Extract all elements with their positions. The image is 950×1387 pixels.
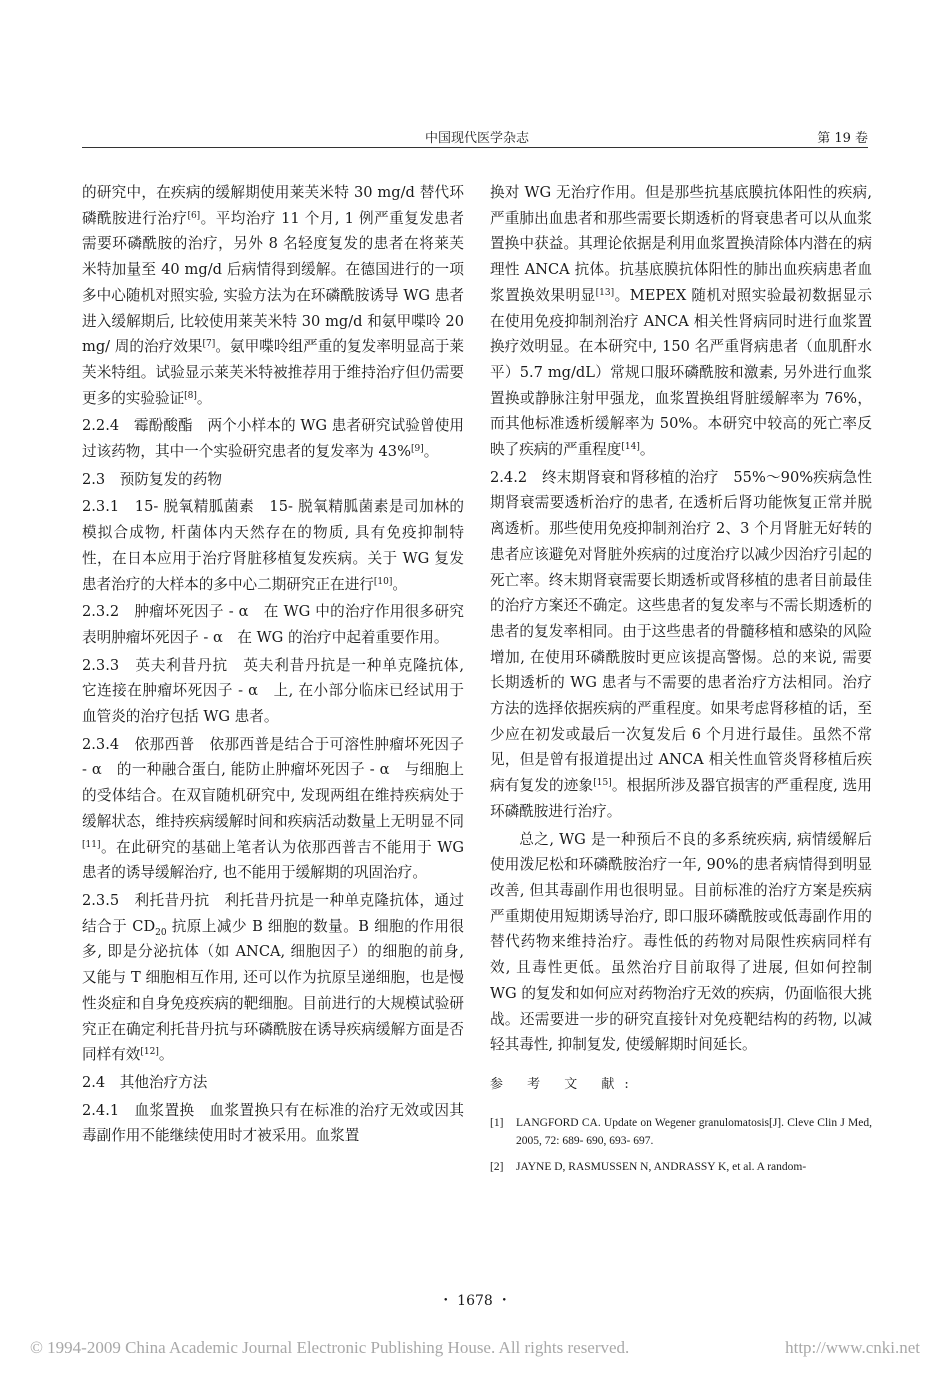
reference-text: LANGFORD CA. Update on Wegener granulomatosis[J]. Cleve Clin J Med, 2005, 72: 689- 690, 693- 697. (516, 1116, 872, 1147)
paragraph (82, 599, 464, 650)
paragraph-text: 。 (158, 1046, 174, 1064)
paragraph-text: 2.3.3 英夫利昔丹抗 英夫利昔丹抗是一种单克隆抗体, 它连接在肿瘤坏死因子 - α 上, 在小部分临床已经试用于血管炎的治疗包括 WG 患者。 (82, 656, 464, 726)
citation-marker: [11] (82, 839, 101, 850)
paragraph-text: 。 (639, 441, 655, 459)
citation-marker: [12] (140, 1047, 159, 1058)
paragraph-text: 2.3.5 利托昔丹抗 利托昔丹抗是一种单克隆抗体，通过结合于 CD (82, 891, 464, 935)
volume-label: 第 19 卷 (817, 131, 868, 146)
left-column (82, 180, 464, 1149)
citation-marker: [10] (373, 576, 393, 587)
paragraph (82, 1070, 464, 1096)
subscript: 20 (155, 927, 167, 938)
paragraph (82, 413, 464, 464)
paragraph-text: 。根据所涉及器官损害的严重程度, 选用环磷酰胺进行治疗。 (490, 777, 872, 820)
paragraph-text: 2.3 预防复发的药物 (82, 470, 222, 488)
paragraph-text: 2.4.1 血浆置换 血浆置换只有在标准的治疗无效或因其毒副作用不能继续使用时才被采用。血浆置 (82, 1101, 464, 1145)
citation-marker: [13] (595, 287, 615, 298)
paragraph-text: 。 (392, 575, 407, 593)
references-list (490, 1114, 872, 1176)
reference-item (490, 1114, 872, 1150)
paragraph-text: 2.3.2 肿瘤坏死因子 - α 在 WG 中的治疗作用很多研究表明肿瘤坏死因子 - α 在 WG 的治疗中起着重要作用。 (82, 603, 464, 646)
paragraph-text: 总之, WG 是一种预后不良的多系统疾病, 病情缓解后使用泼尼松和环磷酰胺治疗一年, 90%的患者病情得到明显改善, 但其毒副作用也很明显。目前标准的治疗方案是疾病严重期使用短期诱导治疗, 即口服环磷酰胺或低毒副作用的替代药物来维持治疗。毒性低的药物对局限性疾病同样有效, 且毒性更低。虽然治疗目前取得了进展, 但如何控制 WG 的复发和如何应对药物治疗无效的疾病，仍面临很大挑战。还需要进一步的研究直接针对免疫靶结构的药物, 以减轻其毒性, 抑制复发, 使缓解期时间延长。 (490, 830, 872, 1054)
paragraph (82, 732, 464, 886)
paragraph (490, 180, 872, 463)
citation-marker: [9] (410, 444, 424, 455)
running-header (82, 125, 868, 148)
reference-text: JAYNE D, RASMUSSEN N, ANDRASSY K, et al. A random- (516, 1160, 807, 1173)
citation-marker: [8] (184, 390, 197, 401)
paragraph-text: 。 (196, 389, 212, 407)
right-column (490, 180, 872, 1184)
paragraph-text: 换对 WG 无治疗作用。但是那些抗基底膜抗体阳性的疾病, 严重肺出血患者和那些需要长期透析的肾衰患者可以从血浆置换中获益。其理论依据是利用血浆置换清除体内潜在的病理性 ANCA 抗体。抗基底膜抗体阳性的肺出血疾病患者血浆置换效果明显 (490, 184, 872, 304)
paragraph-text: 2.4.2 终末期肾衰和肾移植的治疗 55%～90%疾病急性期肾衰需要透析治疗的患者, 在透析后肾功能恢复正常并脱离透析。那些使用免疫抑制剂治疗 2、3 个月肾脏无好转的患者应该避免对肾脏外疾病的过度治疗以减少因治疗引起的死亡率。终末期肾衰需要长期透析或肾移植的患者目前最佳的治疗方案还不确定。这些患者的复发率与不需长期透析的患者的复发率相同。由于这些患者的骨髓移植和感染的风险增加, 在使用环磷酰胺时更应该提高警惕。总的来说, 需要长期透析的 WG 患者与不需要的患者治疗方法相同。治疗方法的选择依据疾病的严重程度。如果考虑肾移植的话，至少应在初发或最后一次复发后 6 个月进行最佳。虽然不常见，但是曾有报道提出过 ANCA 相关性血管炎肾移植后疾病有复发的迹象 (490, 468, 872, 795)
paragraph (82, 1098, 464, 1149)
reference-item (490, 1158, 872, 1176)
paragraph (82, 467, 464, 493)
reference-number: [2] (490, 1160, 504, 1173)
references-title: 参 考 文 献: (490, 1076, 639, 1092)
paragraph (490, 465, 872, 825)
paragraph-text: 。MEPEX 随机对照实验最初数据显示在使用免疫抑制剂治疗 ANCA 相关性肾病同时进行血浆置换疗效明显。在本研究中, 150 名严重肾病患者（血肌酐水平）5.7 mg/dL）常规口服环磷酰胺和激素, 另外进行血浆置换或静脉注射甲强龙，血浆置换组肾脏缓解率为 76%，而其他标准透析缓解率为 50%。本研究中较高的死亡率反映了疾病的严重程度 (490, 286, 872, 459)
citation-marker: [14] (621, 442, 640, 453)
paragraph-text: 。在此研究的基础上笔者认为依那西普吉不能用于 WG 患者的诱导缓解治疗, 也不能用于缓解期的巩固治疗。 (82, 838, 464, 882)
paragraph-text: 2.3.1 15- 脱氧精胍菌素 15- 脱氧精胍菌素是司加林的模拟合成物, 杆菌体内天然存在的物质, 具有免疫抑制特性，在日本应用于治疗肾脏移植复发疾病。关于 WG 复发患者治疗的大样本的多中心二期研究正在进行 (82, 498, 464, 593)
paragraph-text: 抗原上减少 B 细胞的数量。B 细胞的作用很多, 即是分泌抗体（如 ANCA, 细胞因子）的细胞的前身, 又能与 T 细胞相互作用, 还可以作为抗原呈递细胞，也是慢性炎症和自身免疫疾病的靶细胞。目前进行的大规模试验研究正在确定利托昔丹抗与环磷酰胺在诱导疾病缓解方面是否同样有效 (82, 917, 464, 1064)
paragraph-text: 2.2.4 霉酚酸酯 两个小样本的 WG 患者研究试验曾使用过该药物，其中一个实验研究患者的复发率为 43% (82, 417, 464, 461)
publisher-link[interactable]: http://www.cnki.net (785, 1338, 920, 1357)
reference-number: [1] (490, 1116, 504, 1129)
paragraph-text: 2.3.4 依那西普 依那西普是结合于可溶性肿瘤坏死因子 - α 的一种融合蛋白, 能防止肿瘤坏死因子 - α 与细胞上的受体结合。在双盲随机研究中, 发现两组在维持疾病处于缓解状态，维持疾病缓解时间和疾病活动数量上无明显不同 (82, 735, 464, 830)
paragraph-text: 。 (423, 443, 439, 461)
paragraph (82, 180, 464, 411)
citation-marker: [15] (593, 778, 612, 789)
paragraph (82, 888, 464, 1068)
page-number: ・ 1678 ・ (438, 1293, 512, 1309)
citation-marker: [6] (187, 210, 201, 221)
paragraph-text: 。平均治疗 11 个月, 1 例严重复发患者需要环磷酰胺的治疗，另外 8 名轻度复发的患者在将莱芙米特加量至 40 mg/d 后病情得到缓解。在德国进行的一项多中心随机对照实验, 实验方法为在环磷酰胺诱导 WG 患者进入缓解期后, 比较使用莱芙米特 30 mg/d 和氨甲喋呤 20 mg/ 周的治疗效果 (82, 209, 464, 356)
paragraph-text: 的研究中，在疾病的缓解期使用莱芙米特 30 mg/d 替代环磷酰胺进行治疗 (82, 184, 464, 227)
paragraph-text: 。氨甲喋呤组严重的复发率明显高于莱芙米特组。试验显示莱芙米特被推荐用于维持治疗但仍需要更多的实验验证 (82, 338, 464, 407)
citation-marker: [7] (202, 339, 216, 350)
copyright-notice: © 1994-2009 China Academic Journal Electronic Publishing House. All rights reserved. (30, 1338, 630, 1357)
paragraph-text: 2.4 其他治疗方法 (82, 1073, 208, 1091)
paragraph (82, 494, 464, 597)
paragraph (490, 827, 872, 1058)
paragraph (82, 653, 464, 730)
journal-title: 中国现代医学杂志 (425, 131, 530, 146)
